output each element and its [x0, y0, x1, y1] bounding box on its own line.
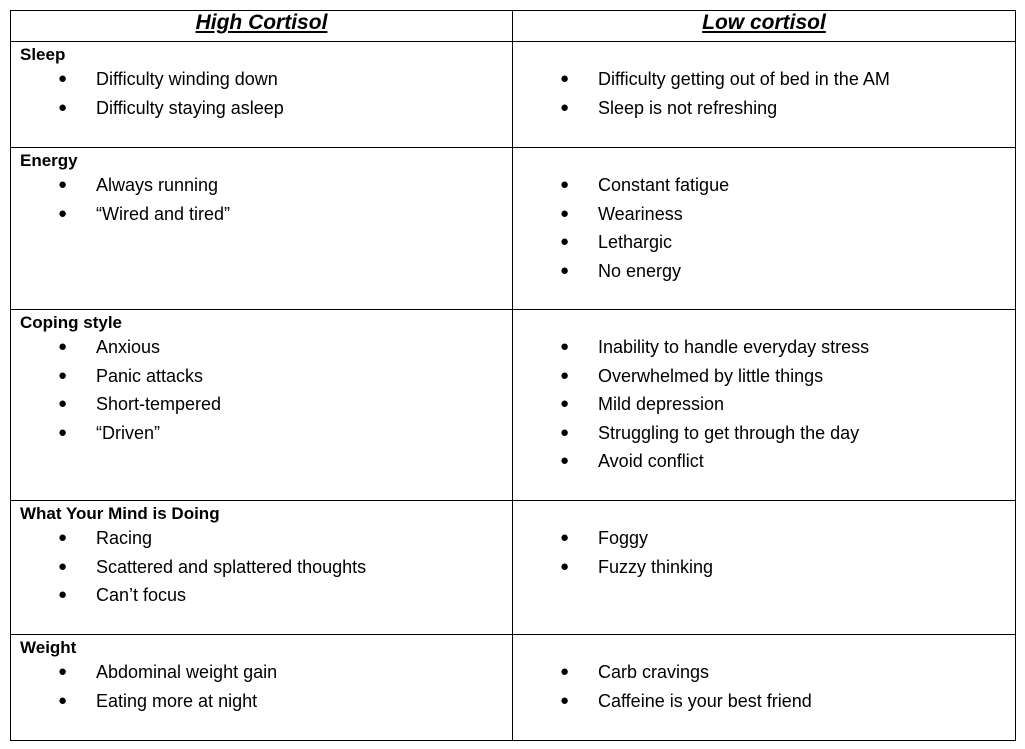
list-item — [11, 171, 512, 200]
high-list — [11, 65, 512, 122]
cell-low-energy — [513, 148, 1016, 310]
list-item-text: Sleep is not refreshing — [598, 97, 778, 118]
bullet-icon: ● — [560, 176, 570, 193]
high-list — [11, 658, 512, 715]
cell-high-sleep — [11, 42, 513, 148]
bullet-icon: ● — [58, 204, 68, 222]
list-item-text: Difficulty getting out of bed in the AM — [598, 69, 890, 89]
list-item-text: Difficulty winding down — [96, 69, 278, 89]
bullet-icon: ● — [58, 557, 68, 575]
cell-low-sleep — [513, 42, 1016, 148]
bullet-icon: ● — [58, 423, 68, 441]
category-label: What Your Mind is Doing — [20, 504, 220, 523]
list-item-text: No energy — [598, 260, 682, 281]
list-item-text: Scattered and splattered thoughts — [96, 556, 367, 577]
bullet-icon: ● — [560, 204, 570, 222]
list-item-text: Overwhelmed by little things — [598, 365, 824, 386]
bullet-icon: ● — [58, 98, 68, 116]
list-item-text: Struggling to get through the day — [598, 422, 860, 443]
list-item-text: Eating more at night — [96, 690, 258, 711]
cell-low-weight — [513, 635, 1016, 741]
category-label: Sleep — [20, 45, 66, 64]
bullet-icon: ● — [560, 423, 570, 441]
bullet-icon: ● — [560, 395, 570, 412]
low-list — [513, 171, 1015, 285]
list-item-text: Racing — [96, 528, 153, 548]
high-list — [11, 524, 512, 610]
list-item — [513, 171, 1015, 200]
list-item-text: Caffeine is your best friend — [598, 690, 812, 711]
row-energy — [11, 148, 1016, 310]
list-item — [11, 390, 512, 419]
bullet-icon: ● — [58, 395, 68, 412]
bullet-icon: ● — [560, 233, 570, 250]
list-item-text: Abdominal weight gain — [96, 662, 278, 682]
list-item — [513, 447, 1015, 476]
high-list — [11, 171, 512, 228]
category-label: Energy — [20, 151, 78, 170]
bullet-icon: ● — [58, 663, 68, 680]
bullet-icon: ● — [560, 557, 570, 575]
low-list — [513, 65, 1015, 122]
list-item-text: Lethargic — [598, 232, 673, 252]
list-item-text: Inability to handle everyday stress — [598, 337, 870, 357]
bullet-icon: ● — [58, 586, 68, 603]
low-list — [513, 524, 1015, 581]
list-item-text: Carb cravings — [598, 662, 710, 682]
cell-high-energy — [11, 148, 513, 310]
list-item — [11, 65, 512, 94]
list-item — [11, 200, 512, 229]
list-item-text: Avoid conflict — [598, 451, 704, 471]
row-sleep — [11, 42, 1016, 148]
cell-low-mind — [513, 501, 1016, 635]
header-row — [11, 11, 1016, 42]
list-item-text: Constant fatigue — [598, 175, 730, 195]
bullet-icon: ● — [560, 261, 570, 279]
bullet-icon: ● — [560, 338, 570, 355]
list-item-text: Difficulty staying asleep — [96, 97, 284, 118]
list-item — [513, 553, 1015, 582]
list-item-text: “Wired and tired” — [96, 203, 231, 224]
list-item-text: Panic attacks — [96, 365, 204, 386]
list-item-text: Short-tempered — [96, 394, 222, 414]
list-item — [513, 228, 1015, 257]
cell-high-coping-style — [11, 310, 513, 501]
row-what-your-mind-is-doing — [11, 501, 1016, 635]
bullet-icon: ● — [58, 366, 68, 384]
cell-high-weight — [11, 635, 513, 741]
bullet-icon: ● — [560, 529, 570, 546]
cortisol-comparison-table — [10, 10, 1016, 741]
bullet-icon: ● — [560, 691, 570, 709]
bullet-icon: ● — [560, 70, 570, 87]
high-list — [11, 333, 512, 447]
list-item — [513, 65, 1015, 94]
list-item — [11, 658, 512, 687]
list-item — [11, 362, 512, 391]
list-item — [513, 333, 1015, 362]
list-item-text: Mild depression — [598, 394, 725, 414]
list-item — [11, 419, 512, 448]
list-item — [513, 257, 1015, 286]
list-item-text: “Driven” — [96, 422, 161, 443]
bullet-icon: ● — [58, 176, 68, 193]
bullet-icon: ● — [58, 691, 68, 709]
list-item — [513, 94, 1015, 123]
list-item — [11, 581, 512, 610]
list-item-text: Anxious — [96, 337, 161, 357]
list-item-text: Weariness — [598, 203, 683, 224]
list-item — [11, 524, 512, 553]
list-item — [11, 333, 512, 362]
list-item — [513, 390, 1015, 419]
low-list — [513, 333, 1015, 476]
list-item — [513, 524, 1015, 553]
category-label: Weight — [20, 638, 77, 657]
list-item-text: Foggy — [598, 528, 649, 548]
header-low-cortisol: Low cortisol — [513, 11, 1016, 42]
row-coping-style — [11, 310, 1016, 501]
bullet-icon: ● — [58, 70, 68, 87]
cell-high-mind — [11, 501, 513, 635]
list-item — [513, 687, 1015, 716]
list-item — [513, 419, 1015, 448]
row-weight — [11, 635, 1016, 741]
bullet-icon: ● — [560, 98, 570, 116]
bullet-icon: ● — [560, 452, 570, 469]
list-item — [513, 658, 1015, 687]
category-label: Coping style — [20, 313, 123, 332]
header-high-cortisol: High Cortisol — [11, 11, 513, 42]
list-item — [11, 687, 512, 716]
bullet-icon: ● — [560, 663, 570, 680]
bullet-icon: ● — [560, 366, 570, 384]
bullet-icon: ● — [58, 529, 68, 546]
list-item — [513, 362, 1015, 391]
list-item — [513, 200, 1015, 229]
list-item-text: Can’t focus — [96, 585, 187, 605]
bullet-icon: ● — [58, 338, 68, 355]
list-item — [11, 553, 512, 582]
list-item-text: Always running — [96, 175, 219, 195]
list-item — [11, 94, 512, 123]
list-item-text: Fuzzy thinking — [598, 556, 714, 577]
cell-low-coping-style — [513, 310, 1016, 501]
low-list — [513, 658, 1015, 715]
